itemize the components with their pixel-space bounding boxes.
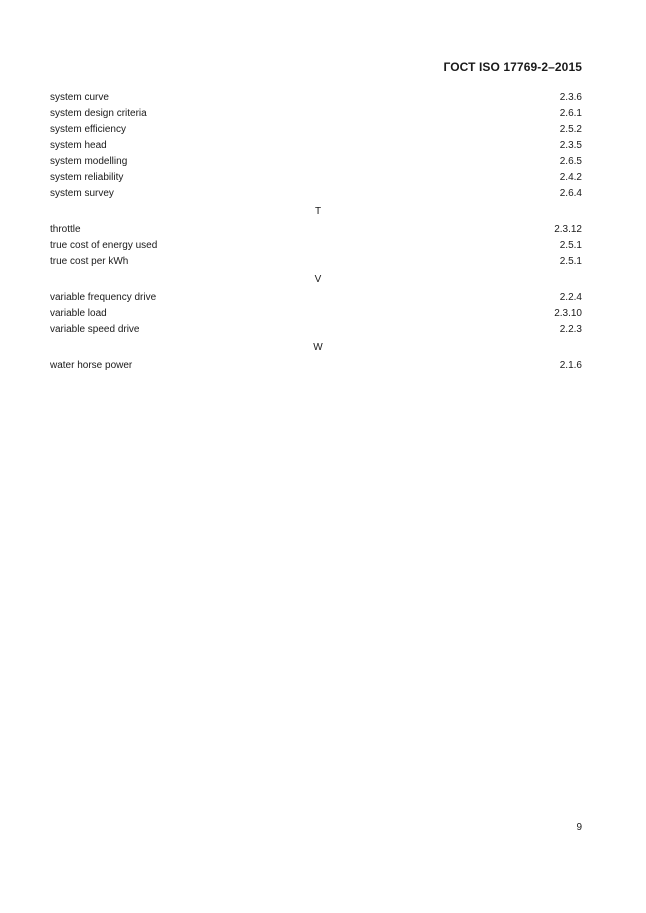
index-ref: 2.6.1 xyxy=(559,108,582,119)
term-index xyxy=(50,90,582,374)
index-term: system survey xyxy=(50,188,114,199)
index-ref: 2.2.3 xyxy=(559,324,582,335)
index-term: water horse power xyxy=(50,360,133,371)
index-ref: 2.5.2 xyxy=(559,124,582,135)
index-entry xyxy=(50,122,582,138)
index-term: throttle xyxy=(50,224,81,235)
index-entry xyxy=(50,238,582,254)
index-letter-heading: T xyxy=(314,206,322,217)
index-term: system head xyxy=(50,140,107,151)
index-ref: 2.3.10 xyxy=(554,308,582,319)
index-term: system modelling xyxy=(50,156,128,167)
index-term: system reliability xyxy=(50,172,124,183)
index-term: system design criteria xyxy=(50,108,147,119)
index-entry xyxy=(50,138,582,154)
index-ref: 2.4.2 xyxy=(559,172,582,183)
index-ref: 2.5.1 xyxy=(559,256,582,267)
index-entry xyxy=(50,322,582,338)
index-entry xyxy=(50,222,582,238)
index-letter-heading: W xyxy=(313,342,323,353)
index-term: variable speed drive xyxy=(50,324,140,335)
index-entry xyxy=(50,154,582,170)
index-ref: 2.6.5 xyxy=(559,156,582,167)
index-ref: 2.3.12 xyxy=(554,224,582,235)
index-term: system curve xyxy=(50,92,109,103)
index-entry xyxy=(50,290,582,306)
index-entry xyxy=(50,106,582,122)
index-ref: 2.2.4 xyxy=(559,292,582,303)
index-entry xyxy=(50,306,582,322)
index-ref: 2.6.4 xyxy=(559,188,582,199)
index-entry xyxy=(50,358,582,374)
index-ref: 2.3.6 xyxy=(559,92,582,103)
index-term: true cost per kWh xyxy=(50,256,129,267)
index-term: true cost of energy used xyxy=(50,240,158,251)
index-letter-heading: V xyxy=(314,274,322,285)
index-entry xyxy=(50,254,582,270)
index-ref: 2.1.6 xyxy=(559,360,582,371)
index-entry xyxy=(50,170,582,186)
document-header: ГОСТ ISO 17769-2–2015 xyxy=(443,60,582,74)
index-ref: 2.3.5 xyxy=(559,140,582,151)
index-entry xyxy=(50,90,582,106)
index-term: system efficiency xyxy=(50,124,126,135)
index-entry xyxy=(50,186,582,202)
page-number: 9 xyxy=(576,822,582,833)
index-term: variable frequency drive xyxy=(50,292,157,303)
index-ref: 2.5.1 xyxy=(559,240,582,251)
index-term: variable load xyxy=(50,308,107,319)
